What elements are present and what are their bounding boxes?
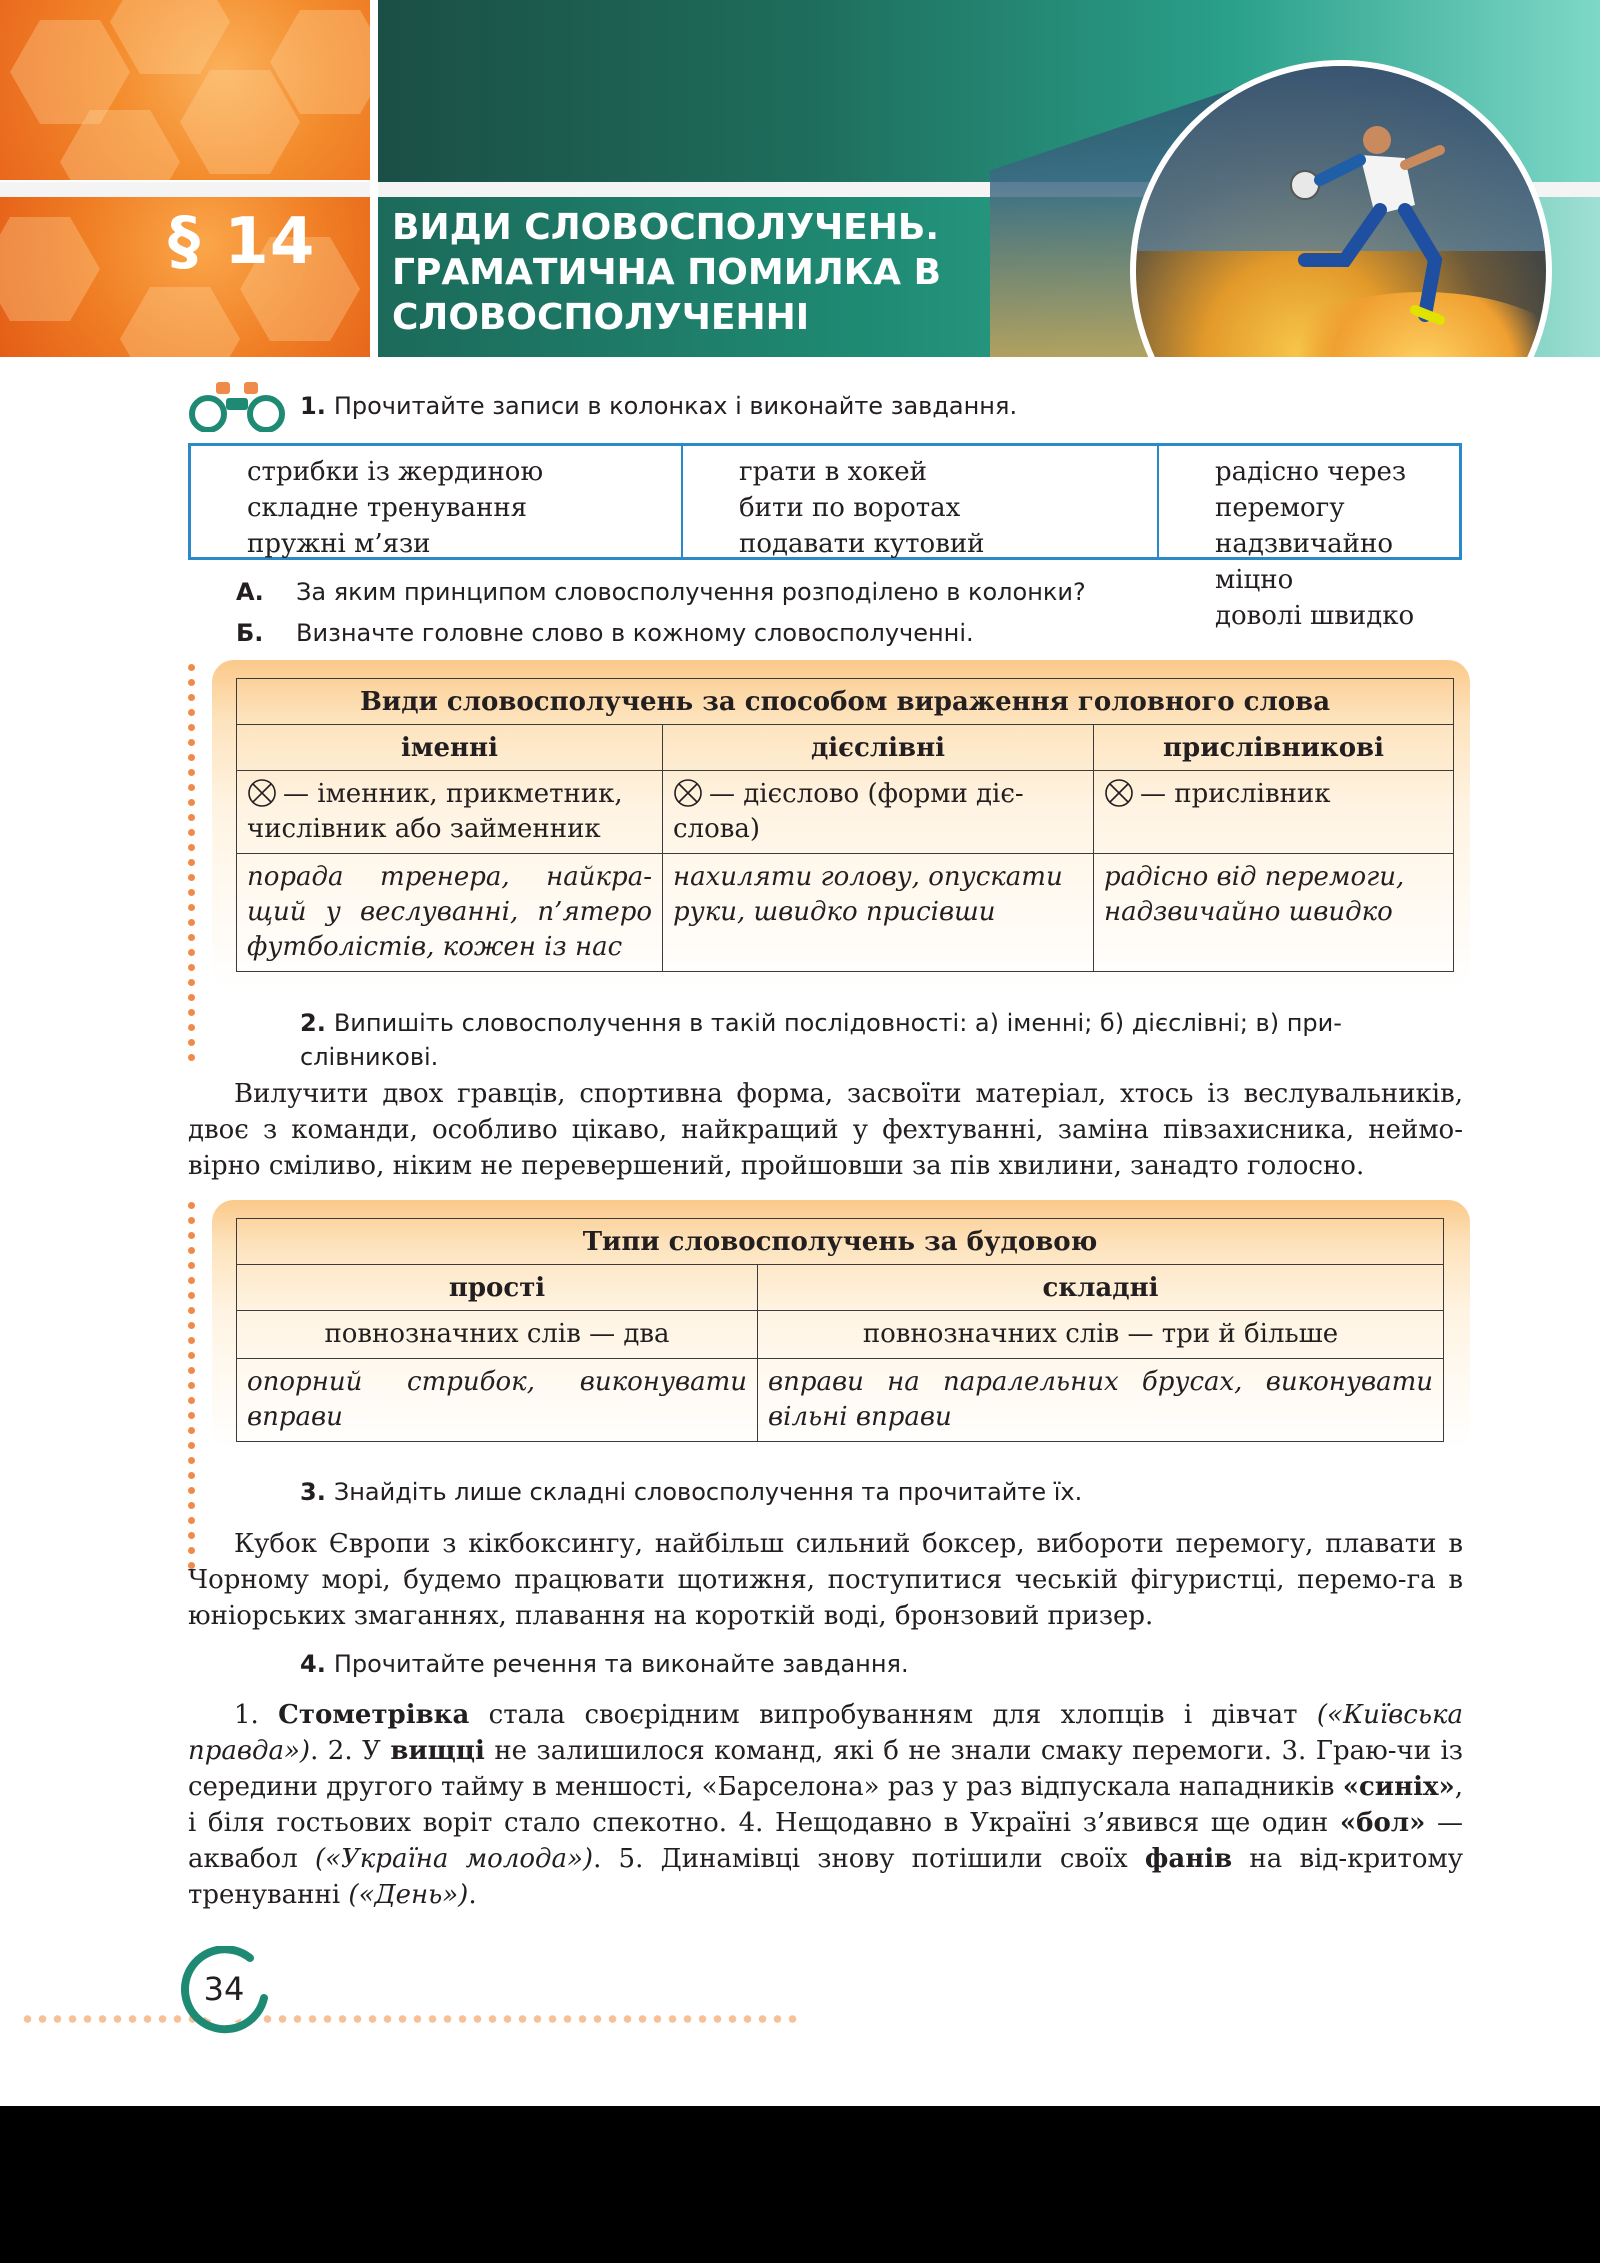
exercise-1-task: [300, 392, 1017, 420]
highlighted-word: «синіх»: [1342, 1772, 1455, 1802]
circled-cross-icon: [247, 778, 277, 808]
table1-example-nominal: порада тренера, найкра-щий у веслуванні, п’ятеро футболістів, кожен із нас: [237, 854, 663, 972]
source-citation: («Київська правда»): [188, 1700, 1464, 1766]
dotted-margin-line: [188, 664, 196, 1069]
sentence-text: на від-критому тренуванні: [188, 1844, 1463, 1910]
exercise-4-paragraph: [188, 1697, 1463, 1913]
exercise-2-number: 2.: [300, 1009, 326, 1037]
exercise-4-body: [188, 1697, 1463, 1913]
table2-count-complex: повнозначних слів — три й більше: [758, 1311, 1444, 1359]
footer-dotted-line: [20, 2014, 800, 2024]
exercise-4-number: 4.: [300, 1650, 326, 1678]
exercise-4-text: Прочитайте речення та виконайте завдання.: [333, 1650, 909, 1678]
highlighted-word: Стометрівка: [278, 1700, 470, 1730]
title-line-2: ГРАМАТИЧНА ПОМИЛКА В: [392, 252, 942, 293]
table2-header-simple: прості: [237, 1265, 758, 1311]
question-b-letter: Б.: [236, 619, 264, 647]
column-3: [1159, 446, 1459, 631]
table1-main-word-text: — прислівник: [1140, 779, 1331, 809]
table1-main-word-nominal: [237, 771, 663, 854]
table1-header-nominal: іменні: [237, 725, 663, 771]
table2-example-simple: опорний стрибок, виконувати вправи: [237, 1359, 758, 1442]
sentence-text: стала своєрідним випробуванням для хлопців і дівчат: [469, 1700, 1317, 1730]
table2-header-complex: складні: [758, 1265, 1444, 1311]
sentence-text: .: [468, 1880, 477, 1910]
sentence-text: — аквабол: [188, 1808, 1464, 1874]
circled-cross-icon: [673, 778, 703, 808]
player-silhouette-icon: [1265, 110, 1465, 330]
source-citation: («Україна молода»): [314, 1844, 594, 1874]
circled-cross-icon: [1104, 778, 1134, 808]
page-title: [392, 205, 1112, 340]
question-b: [236, 619, 974, 647]
table1-example-adverbial: радісно від перемоги, надзвичайно швидко: [1094, 854, 1454, 972]
question-a: [236, 578, 1086, 606]
column-item: пружні м’язи: [247, 529, 431, 559]
bottom-black-band: [0, 2106, 1600, 2263]
exercise-2-paragraph: Вилучити двох гравців, спортивна форма, засвоїти матеріал, хтось із веслувальників, двоє з команди, особливо цікаво, найкращий у фехтуванні, заміна півзахисника, неймо-вірно сміливо, ніким не перевершений, пройшовши за пів хвилини, занадто голосно.: [188, 1079, 1463, 1181]
title-line-3: СЛОВОСПОЛУЧЕННІ: [392, 297, 810, 338]
sentence-text: . 2. У: [310, 1736, 391, 1766]
table1-main-word-text: — іменник, прикметник, числівник або займенник: [247, 779, 623, 844]
table2-title: Типи словосполучень за будовою: [237, 1219, 1444, 1265]
question-b-text: Визначте головне слово в кожному словосполученні.: [296, 619, 974, 647]
exercise-3-paragraph: Кубок Європи з кікбоксингу, найбільш сильний боксер, вибороти перемогу, плавати в Чорному морі, будемо працювати щотижня, поступитися чеській фігуристці, перемо-га в юніорських змаганнях, плавання на короткій воді, бронзовий призер.: [188, 1529, 1463, 1631]
highlighted-word: «бол»: [1339, 1808, 1426, 1838]
column-item: радісно через перемогу: [1215, 457, 1407, 523]
question-a-letter: А.: [236, 578, 264, 606]
highlighted-word: фанів: [1144, 1844, 1233, 1874]
exercise-3-number: 3.: [300, 1478, 326, 1506]
column-2: [683, 446, 1159, 557]
highlighted-word: вищці: [390, 1736, 485, 1766]
sentence-text: . 5. Динамівці знову потішили своїх: [593, 1844, 1145, 1874]
sentence-number: 1.: [234, 1700, 259, 1730]
table1-main-word-adverbial: [1094, 771, 1454, 854]
table1-main-word-text: — дієслово (форми діє-слова): [673, 779, 1024, 844]
column-item: стрибки із жердиною: [247, 457, 544, 487]
exercise-2-task: [300, 1006, 1400, 1074]
table1-header-verbal: дієслівні: [663, 725, 1094, 771]
exercise-4-task: [300, 1650, 909, 1678]
exercise-1-number: 1.: [300, 392, 326, 420]
page-number: 34: [203, 1970, 245, 2008]
column-item: бити по воротах: [739, 493, 961, 523]
source-citation: («День»): [348, 1880, 469, 1910]
column-item: надзвичайно міцно: [1215, 529, 1393, 595]
sentence-text: не залишилося команд, які б не знали смаку перемоги. 3. Граю-чи із середини другого тайму в меншості, «Барселона» раз у раз відпускала нападників: [188, 1736, 1463, 1802]
table1-title: Види словосполучень за способом вираження головного слова: [237, 679, 1454, 725]
table2-example-complex: вправи на паралельних брусах, виконувати вільні вправи: [758, 1359, 1444, 1442]
word-combination-kinds-table: [236, 678, 1454, 972]
table1-main-word-verbal: [663, 771, 1094, 854]
question-a-text: За яким принципом словосполучення розподілено в колонки?: [296, 578, 1086, 606]
paragraph-number: § 14: [168, 205, 316, 279]
exercise-2-text: Випишіть словосполучення в такій послідовності: а) іменні; б) дієслівні; в) при-слівникові.: [300, 1009, 1342, 1071]
exercise-1-text: Прочитайте записи в колонках і виконайте завдання.: [333, 392, 1018, 420]
exercise-3-text: Знайдіть лише складні словосполучення та прочитайте їх.: [333, 1478, 1083, 1506]
column-item: грати в хокей: [739, 457, 927, 487]
column-1: [191, 446, 683, 557]
column-item: подавати кутовий: [739, 529, 985, 559]
column-item: доволі швидко: [1215, 601, 1415, 631]
table1-example-verbal: нахиляти голову, опускати руки, швидко присівши: [663, 854, 1094, 972]
sentence-text: , і біля гостьових воріт стало спекотно. 4. Нещодавно в Україні з’явився ще один: [188, 1772, 1463, 1838]
title-line-1: ВИДИ СЛОВОСПОЛУЧЕНЬ.: [392, 207, 939, 248]
table1-header-adverbial: прислівникові: [1094, 725, 1454, 771]
exercise-3-task: [300, 1478, 1082, 1506]
exercise-3-body: [188, 1526, 1463, 1634]
binoculars-icon: [186, 380, 288, 432]
table2-count-simple: повнозначних слів — два: [237, 1311, 758, 1359]
column-item: складне тренування: [247, 493, 528, 523]
dotted-margin-line: [188, 1202, 196, 1577]
exercise-2-body: [188, 1076, 1463, 1184]
word-combination-structure-table: [236, 1218, 1444, 1442]
